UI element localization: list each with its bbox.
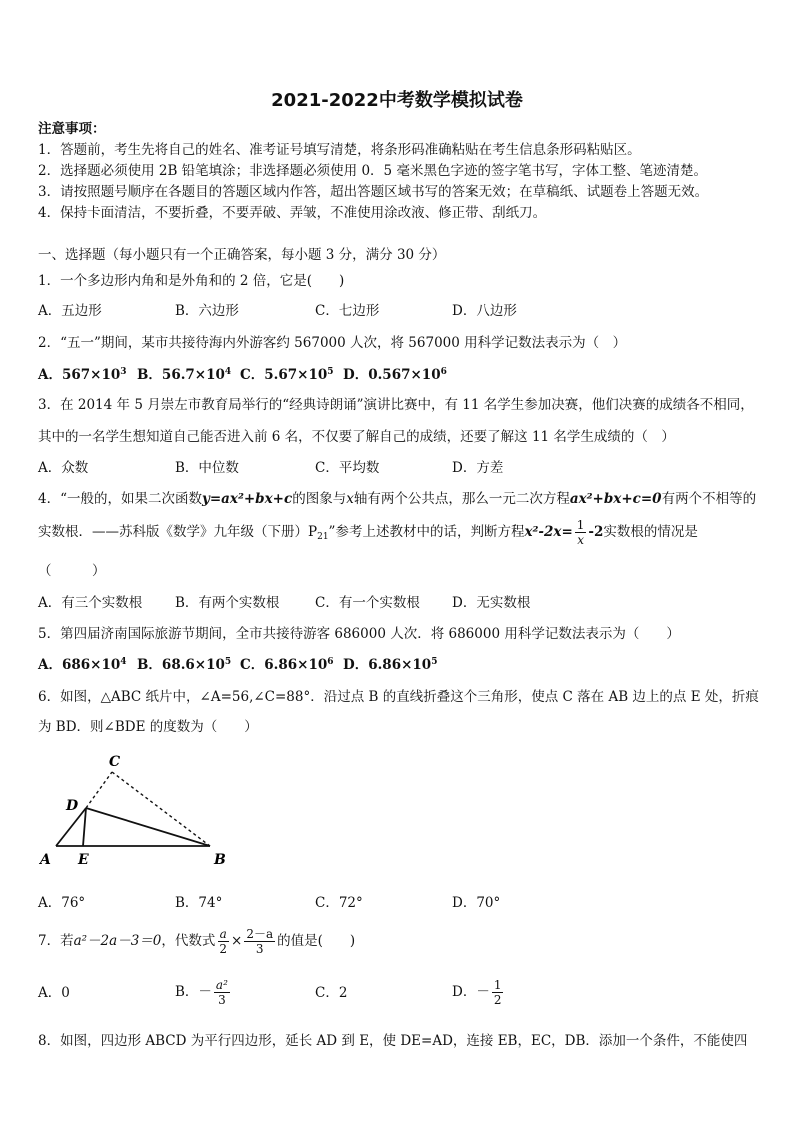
question-5: 5．第四届济南国际旅游节期间，全市共接待游客 686000 人次．将 686000 用科学记数法表示为（ ） (38, 626, 680, 642)
q1-option-c[interactable]: C．七边形 (315, 303, 380, 319)
segment-dc-dashed (86, 772, 112, 808)
fraction: $\frac{1}{2}$ (493, 978, 502, 1007)
q4-option-b[interactable]: B．有两个实数根 (175, 595, 280, 611)
notice-item-3: 3．请按照题号顺序在各题目的答题区域内作答，超出答题区域书写的答案无效；在草稿纸、试题卷上答题无效。 (38, 184, 709, 200)
question-7: 7．若a²－2a－3＝0，代数式 $\frac{a}{2}$ × $\frac{2-a}{3}$ 的值是( ) (38, 927, 356, 956)
question-3-line-2: 其中的一名学生想知道自己能否进入前 6 名，不仅要了解自己的成绩，还要了解这 11 名学生成绩的（ ） (38, 429, 675, 445)
notice-heading: 注意事项： (38, 121, 106, 137)
notice-item-2: 2．选择题必须使用 2B 铅笔填涂；非选择题必须使用 0．5 毫米黑色字迹的签字笔书写，字体工整、笔迹清楚。 (38, 163, 707, 179)
q7-option-b[interactable]: B．－ $\frac{\text{a²}}{3}$ (175, 978, 228, 1007)
q1-option-b[interactable]: B．六边形 (175, 303, 239, 319)
q4-option-d[interactable]: D．无实数根 (452, 595, 531, 611)
q3-option-a[interactable]: A．众数 (38, 460, 89, 476)
q6-option-b[interactable]: B．74° (175, 895, 223, 911)
q3-option-b[interactable]: B．中位数 (175, 460, 239, 476)
q5-option-d[interactable]: D．$6.86\times 10^5$ (343, 657, 438, 673)
page-title: 2021-2022中考数学模拟试卷 (271, 90, 523, 111)
question-4-line-3: （ ） (38, 563, 106, 579)
q3-option-c[interactable]: C．平均数 (315, 460, 380, 476)
q6-option-c[interactable]: C．72° (315, 895, 363, 911)
q5-option-c[interactable]: C．$6.86\times 10^6$ (240, 657, 334, 673)
q4-option-c[interactable]: C．有一个实数根 (315, 595, 420, 611)
section-heading: 一、选择题（每小题只有一个正确答案，每小题 3 分，满分 30 分） (38, 247, 446, 263)
fraction: $\frac{a}{2}$ (219, 927, 228, 956)
question-2: 2．“五一”期间，某市共接待海内外游客约 567000 人次，将 567000 用科学记数法表示为（ ） (38, 335, 627, 351)
question-6-line-2: 为 BD．则∠BDE 的度数为（ ） (38, 719, 258, 735)
q7-option-a[interactable]: A．0 (38, 985, 70, 1001)
label-c: C (109, 754, 121, 770)
q1-option-a[interactable]: A．五边形 (38, 303, 102, 319)
q7-option-d[interactable]: D．－ $\frac{1}{2}$ (452, 978, 502, 1007)
q5-option-a[interactable]: A．$686\times 10^4$ (38, 657, 127, 673)
question-3-line-1: 3．在 2014 年 5 月崇左市教育局举行的“经典诗朗诵”演讲比赛中，有 11 名学生参加决赛，他们决赛的成绩各不相同， (38, 397, 754, 413)
fraction: $\frac{\text{a²}}{3}$ (215, 978, 228, 1007)
q2-option-b[interactable]: B．$56.7\times 10^4$ (137, 367, 232, 383)
label-d: D (66, 798, 79, 814)
fraction: $\frac{2-a}{3}$ (246, 927, 274, 956)
question-8-line-1: 8．如图，四边形 ABCD 为平行四边形，延长 AD 到 E，使 DE=AD，连接 EB，EC，DB．添加一个条件，不能使四 (38, 1033, 748, 1049)
q2-option-c[interactable]: C．$5.67\times 10^5$ (240, 367, 334, 383)
fraction: $\frac{1}{x}$ (576, 518, 585, 547)
q6-option-d[interactable]: D．70° (452, 895, 501, 911)
q4-option-a[interactable]: A．有三个实数根 (38, 595, 143, 611)
segment-cb-dashed (112, 772, 210, 846)
notice-item-1: 1．答题前，考生先将自己的姓名、准考证号填写清楚，将条形码准确粘贴在考生信息条形码粘贴区。 (38, 142, 641, 158)
question-1: 1．一个多边形内角和是外角和的 2 倍，它是( ) (38, 273, 345, 289)
q7-option-c[interactable]: C．2 (315, 985, 348, 1001)
triangle-figure (34, 748, 244, 868)
question-6-line-1: 6．如图，△ABC 纸片中，∠A=56,∠C=88°．沿过点 B 的直线折叠这个三角形，使点 C 落在 AB 边上的点 E 处，折痕 (38, 689, 759, 705)
segment-de (83, 808, 86, 846)
q2-option-d[interactable]: D．$0.567\times 10^6$ (343, 367, 447, 383)
segment-db (86, 808, 210, 846)
label-e: E (78, 852, 89, 868)
q3-option-d[interactable]: D．方差 (452, 460, 504, 476)
question-4-line-1: 4．“一般的，如果二次函数y=ax²+bx+c的图象与x轴有两个公共点，那么一元二次方程ax²+bx+c=0有两个不相等的 (38, 491, 757, 507)
question-4-line-2: 实数根．——苏科版《数学》九年级（下册）$P_{21}$”参考上述教材中的话，判断方程x²-2x= $\frac{1}{x}$ -2实数根的情况是 (38, 518, 698, 547)
notice-item-4: 4．保持卡面清洁，不要折叠，不要弄破、弄皱，不准使用涂改液、修正带、刮纸刀。 (38, 205, 547, 221)
q2-option-a[interactable]: A．$567\times 10^3$ (38, 367, 127, 383)
q1-option-d[interactable]: D．八边形 (452, 303, 517, 319)
q5-option-b[interactable]: B．$68.6\times 10^5$ (137, 657, 232, 673)
label-b: B (214, 852, 226, 868)
q6-option-a[interactable]: A．76° (38, 895, 86, 911)
label-a: A (40, 852, 51, 868)
